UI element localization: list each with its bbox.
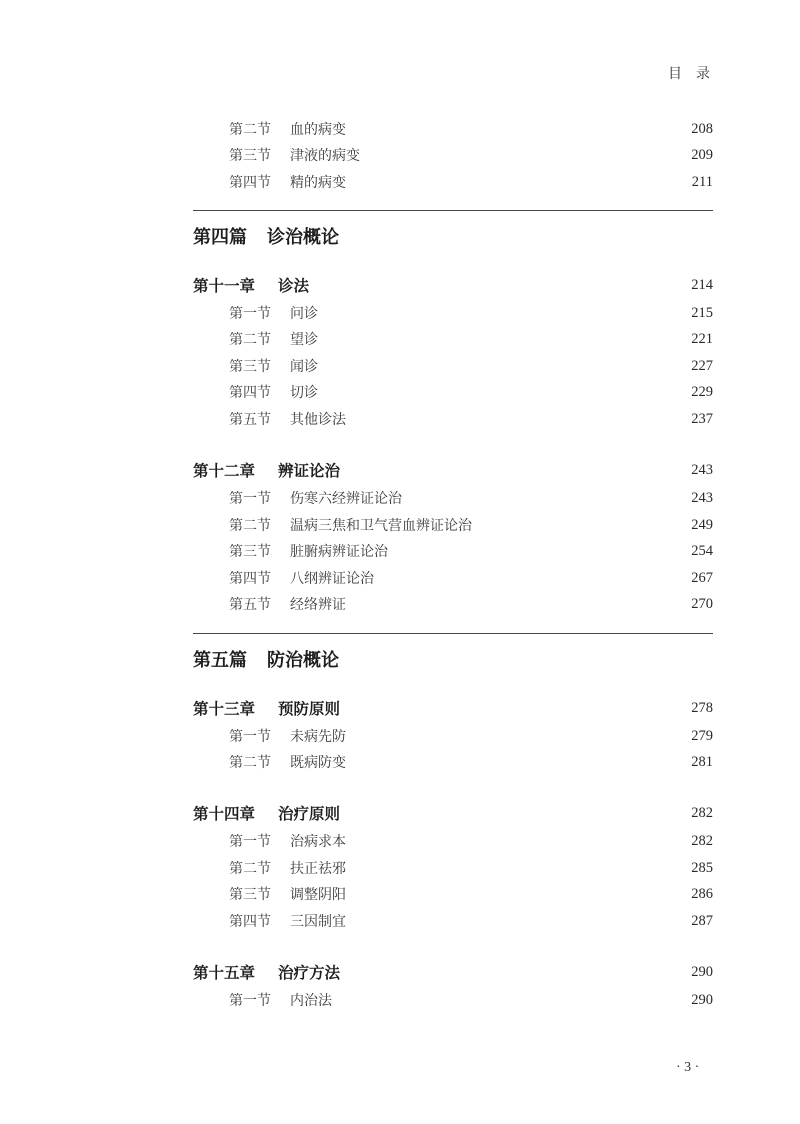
page-number: 211 xyxy=(691,173,713,190)
toc-section-entry[interactable] xyxy=(193,725,713,747)
toc-section-entry[interactable] xyxy=(193,118,713,140)
toc-section-entry[interactable] xyxy=(193,408,713,430)
section-label: 第二节 xyxy=(229,518,271,534)
page-number: 227 xyxy=(691,357,713,374)
section-label: 第一节 xyxy=(229,834,271,850)
page-number: 249 xyxy=(691,516,713,533)
chapter-title: 辨证论治 xyxy=(278,462,341,480)
section-label: 第二节 xyxy=(229,122,271,138)
part-title: 防治概论 xyxy=(267,650,339,671)
chapter-title: 预防原则 xyxy=(278,700,341,718)
page-number: 290 xyxy=(691,991,713,1008)
toc-chapter-entry[interactable] xyxy=(193,961,713,983)
toc-section-entry[interactable] xyxy=(193,830,713,852)
part-divider xyxy=(193,633,713,634)
page-number-footer: · 3 · xyxy=(676,1060,700,1075)
chapter-label: 第十五章 xyxy=(193,964,256,982)
section-label: 第一节 xyxy=(229,491,271,507)
toc-chapter-entry[interactable] xyxy=(193,459,713,481)
section-title: 津液的病变 xyxy=(290,148,360,164)
toc-part-heading[interactable] xyxy=(193,221,713,251)
part-label: 第四篇 xyxy=(193,227,247,248)
section-title: 脏腑病辨证论治 xyxy=(290,544,388,560)
chapter-label: 第十二章 xyxy=(193,462,256,480)
section-label: 第三节 xyxy=(229,359,271,375)
section-title: 经络辨证 xyxy=(290,597,346,613)
toc-chapter-entry[interactable] xyxy=(193,274,713,296)
chapter-label: 第十四章 xyxy=(193,805,256,823)
page-number: 229 xyxy=(691,383,713,400)
section-title: 其他诊法 xyxy=(290,412,346,428)
section-label: 第三节 xyxy=(229,148,271,164)
toc-chapter-entry[interactable] xyxy=(193,697,713,719)
toc-section-entry[interactable] xyxy=(193,989,713,1011)
page-number: 279 xyxy=(691,727,713,744)
section-label: 第二节 xyxy=(229,332,271,348)
toc-chapter-entry[interactable] xyxy=(193,802,713,824)
section-title: 扶正祛邪 xyxy=(290,861,346,877)
page-number: 282 xyxy=(691,804,713,821)
toc-section-entry[interactable] xyxy=(193,540,713,562)
part-divider xyxy=(193,210,713,211)
page-number: 243 xyxy=(691,489,713,506)
toc-section-entry[interactable] xyxy=(193,910,713,932)
toc-section-entry[interactable] xyxy=(193,144,713,166)
section-title: 闻诊 xyxy=(290,359,318,375)
page-number: 208 xyxy=(691,120,713,137)
section-title: 八纲辨证论治 xyxy=(290,571,374,587)
section-title: 切诊 xyxy=(290,385,318,401)
page-number: 214 xyxy=(691,276,713,293)
page-number: 215 xyxy=(691,304,713,321)
section-title: 温病三焦和卫气营血辨证论治 xyxy=(290,518,472,534)
section-title: 未病先防 xyxy=(290,729,346,745)
page-number: 209 xyxy=(691,146,713,163)
page-number: 281 xyxy=(691,753,713,770)
section-title: 治病求本 xyxy=(290,834,346,850)
toc-section-entry[interactable] xyxy=(193,381,713,403)
section-label: 第二节 xyxy=(229,755,271,771)
toc-section-entry[interactable] xyxy=(193,857,713,879)
chapter-title: 治疗方法 xyxy=(278,964,341,982)
toc-section-entry[interactable] xyxy=(193,514,713,536)
toc-section-entry[interactable] xyxy=(193,883,713,905)
section-title: 伤寒六经辨证论治 xyxy=(290,491,402,507)
toc-section-entry[interactable] xyxy=(193,171,713,193)
running-head: 目录 xyxy=(668,66,724,82)
section-label: 第四节 xyxy=(229,914,271,930)
toc-section-entry[interactable] xyxy=(193,567,713,589)
part-title: 诊治概论 xyxy=(267,227,339,248)
section-label: 第五节 xyxy=(229,597,271,613)
page-number: 286 xyxy=(691,885,713,902)
section-title: 调整阴阳 xyxy=(290,887,346,903)
section-label: 第二节 xyxy=(229,861,271,877)
page-number: 254 xyxy=(691,542,713,559)
toc-section-entry[interactable] xyxy=(193,751,713,773)
page-number: 278 xyxy=(691,699,713,716)
chapter-label: 第十一章 xyxy=(193,277,256,295)
section-label: 第三节 xyxy=(229,544,271,560)
toc-section-entry[interactable] xyxy=(193,328,713,350)
toc-section-entry[interactable] xyxy=(193,487,713,509)
section-label: 第四节 xyxy=(229,175,271,191)
chapter-label: 第十三章 xyxy=(193,700,256,718)
section-title: 望诊 xyxy=(290,332,318,348)
section-title: 血的病变 xyxy=(290,122,346,138)
toc-section-entry[interactable] xyxy=(193,302,713,324)
section-label: 第一节 xyxy=(229,993,271,1009)
section-label: 第一节 xyxy=(229,729,271,745)
section-label: 第一节 xyxy=(229,306,271,322)
page-number: 282 xyxy=(691,832,713,849)
section-label: 第四节 xyxy=(229,385,271,401)
page-number: 290 xyxy=(691,963,713,980)
section-title: 内治法 xyxy=(290,993,332,1009)
section-label: 第四节 xyxy=(229,571,271,587)
toc-section-entry[interactable] xyxy=(193,355,713,377)
part-label: 第五篇 xyxy=(193,650,247,671)
section-label: 第五节 xyxy=(229,412,271,428)
section-title: 既病防变 xyxy=(290,755,346,771)
section-title: 问诊 xyxy=(290,306,318,322)
chapter-title: 治疗原则 xyxy=(278,805,341,823)
page-number: 267 xyxy=(691,569,713,586)
section-title: 三因制宜 xyxy=(290,914,346,930)
page-number: 287 xyxy=(691,912,713,929)
page-number: 221 xyxy=(691,330,713,347)
page-number: 285 xyxy=(691,859,713,876)
toc-part-heading[interactable] xyxy=(193,644,713,674)
section-label: 第三节 xyxy=(229,887,271,903)
page-number: 237 xyxy=(691,410,713,427)
chapter-title: 诊法 xyxy=(278,277,310,295)
page-number: 270 xyxy=(691,595,713,612)
page-number: 243 xyxy=(691,461,713,478)
toc-section-entry[interactable] xyxy=(193,593,713,615)
section-title: 精的病变 xyxy=(290,175,346,191)
